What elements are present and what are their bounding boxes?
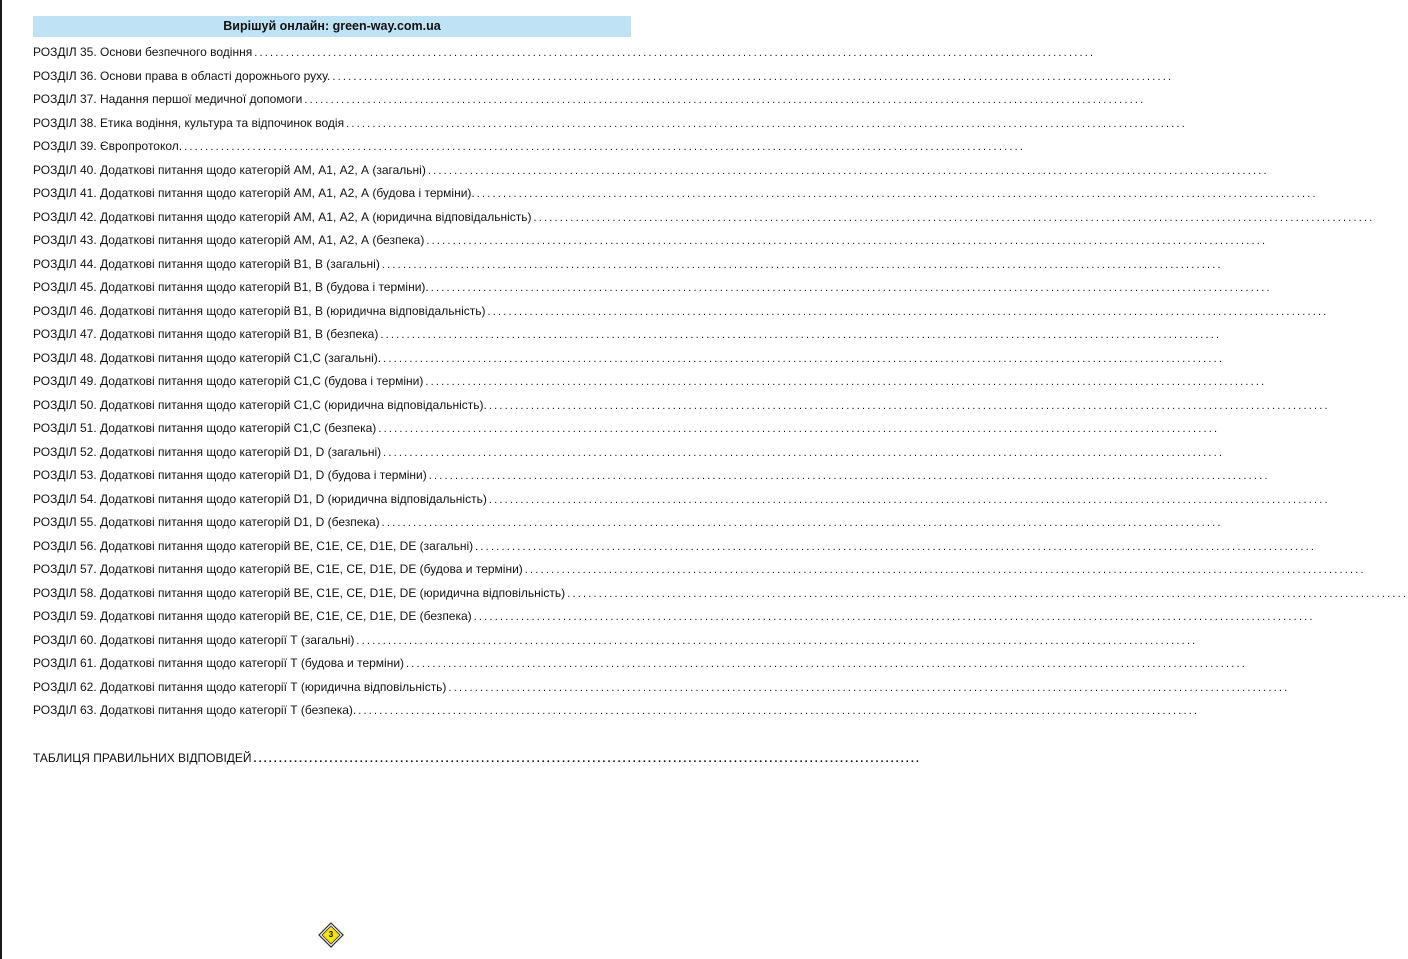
toc-entry[interactable]: [33, 703, 1200, 727]
page-edge-rule: [0, 0, 2, 959]
page-number: 3: [328, 930, 334, 939]
dot-leader: ................................................................................................................................................................: [383, 446, 1225, 459]
toc-entry[interactable]: [33, 562, 1366, 586]
toc-entry[interactable]: [33, 491, 1330, 516]
dot-leader: ................................................................................................................................................................: [254, 47, 1096, 59]
dot-leader: ................................................................................................................................................................: [567, 587, 1408, 600]
toc-entry-label: РОЗДІЛ 45. Додаткові питання щодо категорій В1, В (будова і терміни).: [33, 280, 429, 294]
answers-table-label: ТАБЛИЦЯ ПРАВИЛЬНИХ ВІДПОВІДЕЙ: [33, 751, 252, 765]
toc-entry[interactable]: [33, 656, 1248, 680]
dot-leader: ................................................................................................................................................................: [346, 117, 1188, 130]
toc-entry-label: РОЗДІЛ 59. Додаткові питання щодо категорій ВЕ, С1Е, СЕ, D1E, DE (безпека): [33, 609, 472, 623]
toc-entry[interactable]: [33, 421, 1220, 445]
toc-entry-label: РОЗДІЛ 37. Надання першої медичної допомоги: [33, 92, 303, 106]
toc-entry-label: РОЗДІЛ 61. Додаткові питання щодо категорії Т (будова и терміни): [33, 656, 405, 670]
toc-entry-label: РОЗДІЛ 58. Додаткові питання щодо категорій ВЕ, С1Е, СЕ, D1E, DE (юридична відповільність): [33, 585, 566, 600]
toc-entry-label: РОЗДІЛ 43. Додаткові питання щодо категорій АМ, А1, А2, А (безпека): [33, 233, 425, 247]
toc-entry-label: РОЗДІЛ 41. Додаткові питання щодо категорій АМ, А1, А2, А (будова і терміни).: [33, 186, 475, 200]
toc-entry-label: РОЗДІЛ 46. Додаткові питання щодо категорій В1, В (юридична відповідальність): [33, 303, 486, 318]
toc-entry[interactable]: [33, 609, 1315, 633]
toc-entry[interactable]: [33, 280, 1272, 304]
toc-entry[interactable]: [33, 162, 1269, 187]
toc-entry[interactable]: [33, 186, 1318, 210]
toc-entry-label: РОЗДІЛ 60. Додаткові питання щодо категорії Т (загальні): [33, 632, 355, 647]
dot-leader: ................................................................................................................................................................: [425, 376, 1267, 388]
toc-entry-label: РОЗДІЛ 40. Додаткові питання щодо категорій АМ, А1, А2, А (загальні): [33, 162, 426, 177]
dot-leader: ................................................................................................................................................................: [473, 611, 1315, 623]
toc-entry[interactable]: [33, 45, 1096, 69]
dot-leader: ................................................................................................................................................................: [524, 564, 1366, 576]
dot-leader: ................................................................................................................................................................: [427, 164, 1269, 177]
toc-entry-label: РОЗДІЛ 36. Основи права в області дорожнього руху.: [33, 68, 331, 83]
dot-leader: ................................................................................................................................................................: [448, 681, 1290, 694]
toc-entry-label: РОЗДІЛ 62. Додаткові питання щодо категорії Т (юридична відповільність): [33, 679, 447, 694]
toc-entry[interactable]: [33, 139, 1026, 163]
toc-entry[interactable]: [33, 679, 1290, 704]
dot-leader: ................................................................................................................................................................: [533, 211, 1375, 224]
toc-entry-label: РОЗДІЛ 54. Додаткові питання щодо категорій D1, D (юридична відповідальність): [33, 491, 487, 506]
toc-entry[interactable]: [33, 350, 1225, 375]
toc-entry-label: РОЗДІЛ 48. Додаткові питання щодо категорій С1,С (загальні).: [33, 350, 382, 365]
dot-leader: ................................................................................................................................................................: [358, 705, 1200, 717]
dot-leader: ................................................................................................................................................................: [488, 493, 1330, 506]
dot-leader: ................................................................................................................................................................: [488, 399, 1330, 412]
toc-entry[interactable]: [33, 327, 1222, 351]
toc-entry-label: РОЗДІЛ 56. Додаткові питання щодо категорій ВЕ, С1Е, СЕ, D1E, DE (загальні): [33, 538, 474, 553]
toc-entry[interactable]: [33, 209, 1375, 234]
toc-entry-label: РОЗДІЛ 57. Додаткові питання щодо категорій ВЕ, С1Е, СЕ, D1E, DE (будова и терміни): [33, 562, 523, 576]
toc-entry[interactable]: [33, 115, 1188, 140]
toc-entry[interactable]: [33, 92, 1146, 116]
toc-entry[interactable]: [33, 632, 1198, 657]
dot-leader: ................................................................................................................................................................: [383, 352, 1225, 365]
toc-entry[interactable]: [33, 256, 1223, 281]
toc-entry[interactable]: [33, 374, 1267, 398]
dot-leader: ....................................................................................................................................: [253, 753, 921, 765]
toc-entry-label: РОЗДІЛ 51. Додаткові питання щодо категорій С1,С (безпека): [33, 421, 377, 435]
dot-leader: ................................................................................................................................................................: [476, 188, 1318, 200]
dot-leader: ................................................................................................................................................................: [381, 517, 1223, 529]
dot-leader: ................................................................................................................................................................: [406, 658, 1248, 670]
dot-leader: ................................................................................................................................................................: [332, 70, 1174, 83]
dot-leader: ................................................................................................................................................................: [304, 94, 1146, 106]
dot-leader: ................................................................................................................................................................: [428, 470, 1270, 482]
dot-leader: ................................................................................................................................................................: [475, 540, 1317, 553]
dot-leader: ................................................................................................................................................................: [426, 235, 1268, 247]
toc-entry[interactable]: [33, 468, 1270, 492]
toc-entry[interactable]: [33, 233, 1268, 257]
dot-leader: ................................................................................................................................................................: [381, 258, 1223, 271]
toc-entry[interactable]: [33, 303, 1329, 328]
toc-entry[interactable]: [33, 397, 1330, 422]
answers-table-entry[interactable]: [33, 751, 921, 765]
dot-leader: ................................................................................................................................................................: [356, 634, 1198, 647]
site-banner[interactable]: Вирішуй онлайн: green-way.com.ua: [33, 16, 631, 37]
toc-entry-label: РОЗДІЛ 47. Додаткові питання щодо категорій В1, В (безпека): [33, 327, 379, 341]
dot-leader: ................................................................................................................................................................: [378, 423, 1220, 435]
toc-entry-label: РОЗДІЛ 49. Додаткові питання щодо категорій С1,С (будова і терміни): [33, 374, 424, 388]
toc-entry-label: РОЗДІЛ 52. Додаткові питання щодо категорій D1, D (загальні): [33, 444, 382, 459]
toc-entry[interactable]: [33, 515, 1223, 539]
toc-entry-label: РОЗДІЛ 38. Етика водіння, культура та відпочинок водія: [33, 115, 345, 130]
dot-leader: ................................................................................................................................................................: [487, 305, 1329, 318]
dot-leader: ................................................................................................................................................................: [380, 329, 1222, 341]
toc-entry-label: РОЗДІЛ 53. Додаткові питання щодо категорій D1, D (будова і терміни): [33, 468, 427, 482]
toc-entry-label: РОЗДІЛ 55. Додаткові питання щодо категорій D1, D (безпека): [33, 515, 380, 529]
toc-entry[interactable]: [33, 585, 1408, 610]
toc-entry-label: РОЗДІЛ 63. Додаткові питання щодо категорії Т (безпека).: [33, 703, 357, 717]
toc-entry[interactable]: [33, 68, 1174, 93]
dot-leader: ................................................................................................................................................................: [184, 141, 1026, 153]
toc-entry-label: РОЗДІЛ 39. Європротокол.: [33, 139, 183, 153]
toc-entry-label: РОЗДІЛ 42. Додаткові питання щодо категорій АМ, А1, А2, А (юридична відповідальність): [33, 209, 532, 224]
toc-entry-label: РОЗДІЛ 50. Додаткові питання щодо категорій С1,С (юридична відповідальність).: [33, 397, 487, 412]
table-of-contents: [33, 45, 1408, 727]
toc-entry-label: РОЗДІЛ 35. Основи безпечного водіння: [33, 45, 253, 59]
toc-entry[interactable]: [33, 444, 1225, 469]
dot-leader: ................................................................................................................................................................: [430, 282, 1272, 294]
toc-entry[interactable]: [33, 538, 1317, 563]
toc-entry-label: РОЗДІЛ 44. Додаткові питання щодо категорій В1, В (загальні): [33, 256, 380, 271]
